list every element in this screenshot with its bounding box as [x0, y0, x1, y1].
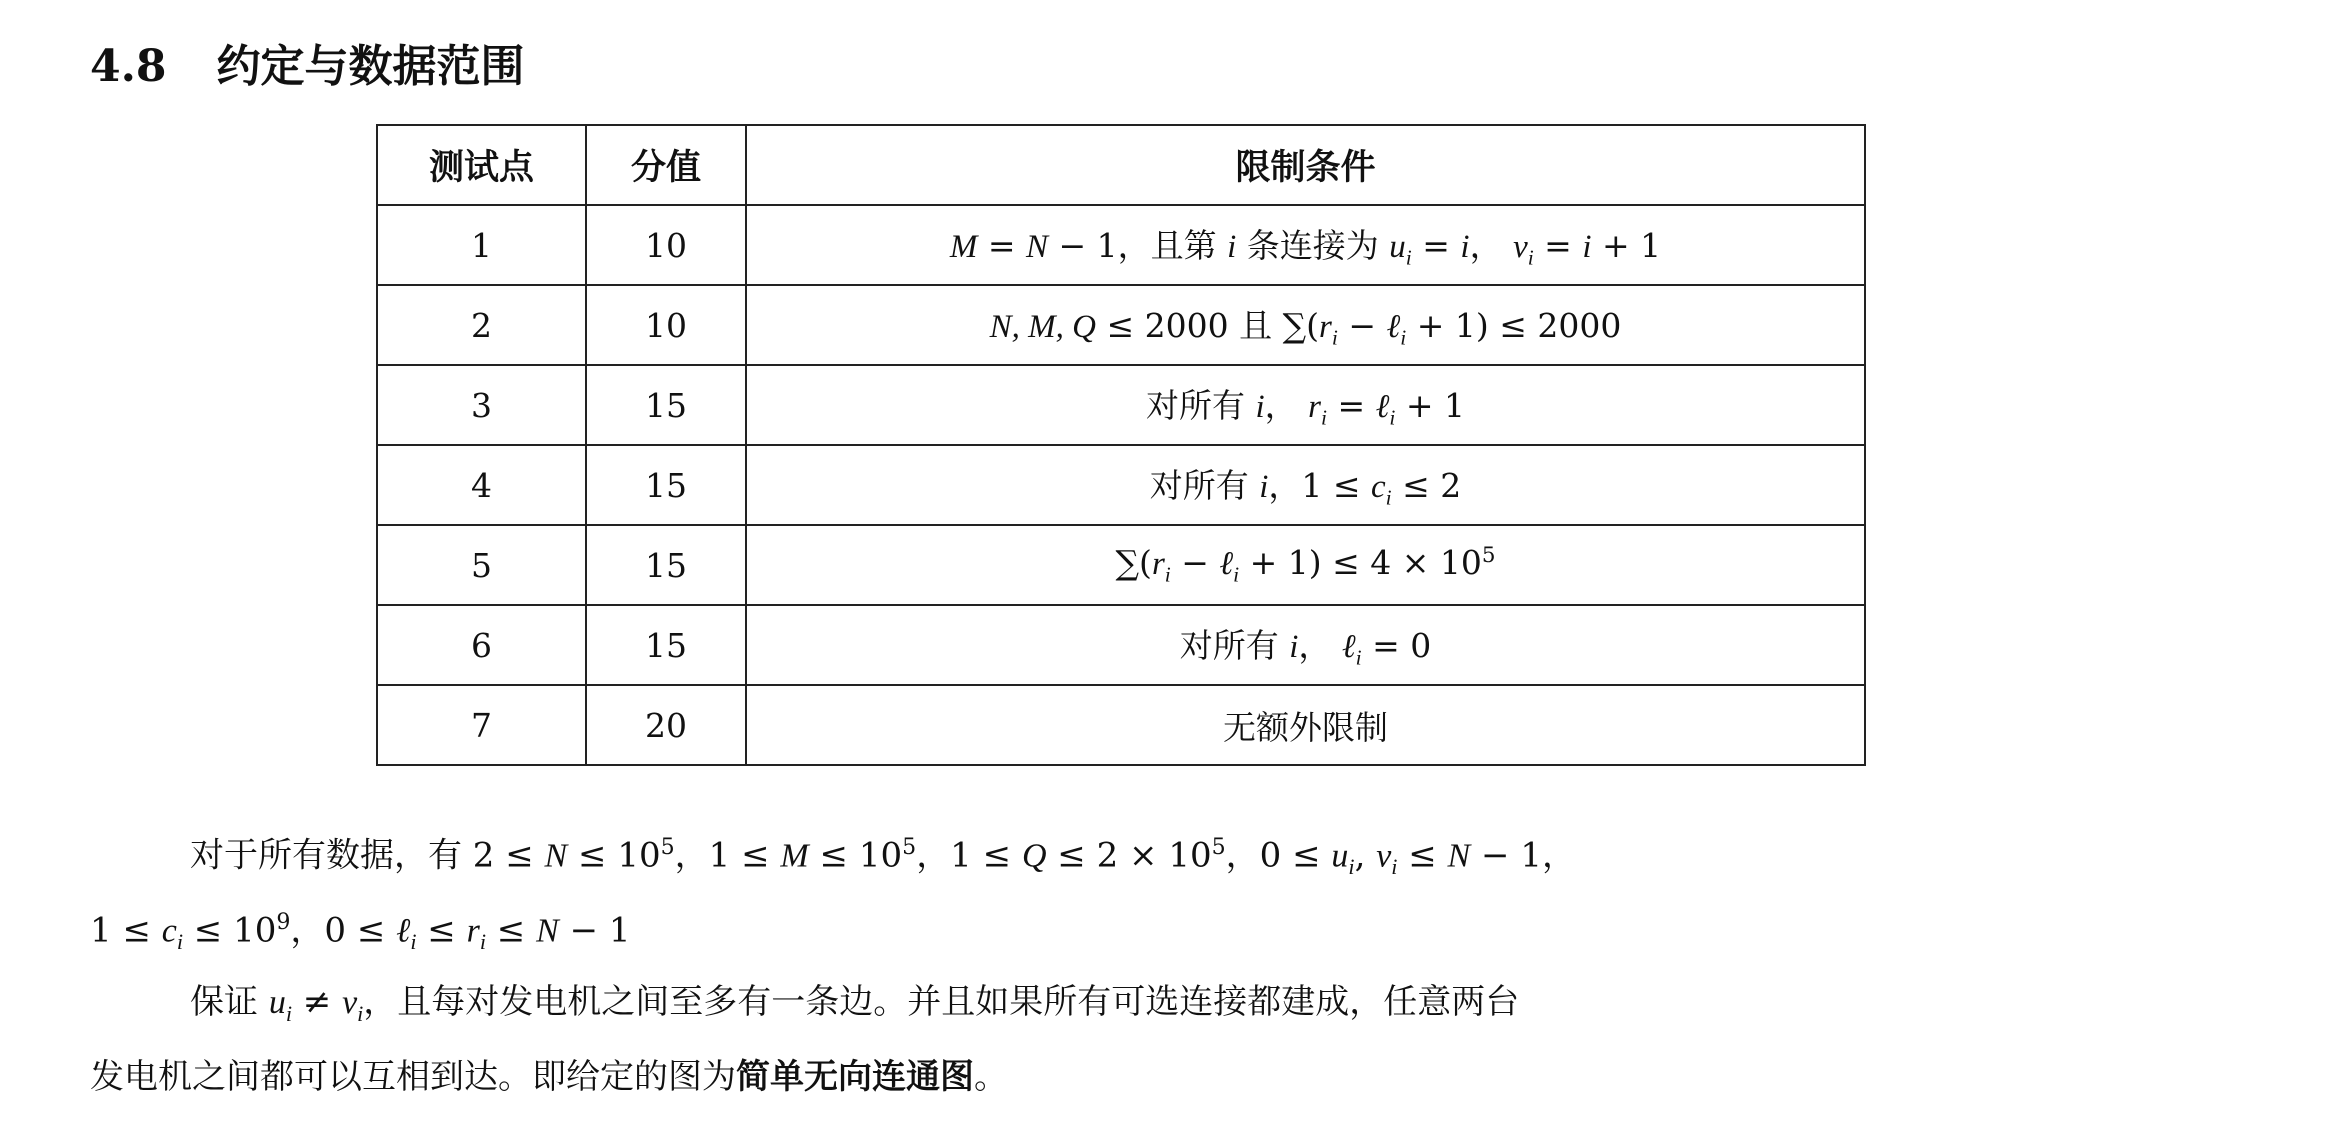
math-segment: ，1 ≤ [674, 835, 781, 876]
math-segment: 5 [902, 834, 917, 860]
math-segment: r [1308, 388, 1322, 425]
math-segment: ， [1298, 625, 1342, 665]
math-segment: 5 [1481, 542, 1496, 568]
table-row [377, 205, 1865, 285]
condition [746, 685, 1865, 765]
math-segment: i [1331, 325, 1338, 350]
math-segment: i [285, 1000, 292, 1026]
math-segment: i [1391, 854, 1398, 880]
condition [746, 525, 1865, 605]
math-segment: 9 [276, 909, 291, 935]
testcase-id: 4 [377, 445, 586, 525]
table-row [377, 685, 1865, 765]
condition [746, 605, 1865, 685]
math-segment: 对所有 [1146, 385, 1256, 425]
section-title: 约定与数据范围 [216, 41, 525, 92]
math-segment: ≤ 2000 且 ∑( [1096, 305, 1320, 345]
header-testcase: 测试点 [377, 125, 586, 205]
math-segment: v [1513, 228, 1528, 265]
math-segment: ≤ 2 × 10 [1046, 835, 1212, 876]
math-segment: ≤ [485, 910, 537, 951]
score: 10 [586, 285, 746, 365]
math-segment: i [1348, 854, 1355, 880]
score: 15 [586, 445, 746, 525]
math-segment: i [479, 929, 486, 955]
math-segment: i [1255, 388, 1265, 425]
math-segment: i [1259, 468, 1269, 505]
testcase-id: 7 [377, 685, 586, 765]
math-segment: ≤ [1397, 835, 1448, 876]
math-segment: u [1331, 837, 1349, 875]
section-heading [90, 30, 525, 94]
math-segment: + 1) ≤ 2000 [1406, 305, 1622, 345]
math-segment: 1 ≤ [90, 910, 162, 951]
math-segment: + 1 [1395, 385, 1465, 425]
math-segment: i [1227, 228, 1237, 265]
math-segment: ，1 ≤ [1268, 465, 1372, 505]
math-segment: v [342, 984, 358, 1021]
math-segment: = [1533, 225, 1583, 265]
paragraph-line [90, 1040, 1008, 1115]
math-segment: ， [1469, 225, 1514, 265]
math-segment: i [1389, 405, 1396, 430]
math-segment: − [1337, 305, 1387, 345]
math-segment: r [466, 912, 480, 950]
condition [746, 205, 1865, 285]
math-segment: N [1025, 228, 1048, 265]
math-segment: ℓ [396, 912, 411, 950]
paragraph-line [190, 965, 1519, 1051]
math-segment: − [1170, 542, 1220, 582]
table-row [377, 525, 1865, 605]
math-segment: ℓ [1375, 388, 1390, 425]
math-segment: c [1371, 468, 1386, 505]
math-segment: u [268, 984, 286, 1021]
math-segment: i [1400, 325, 1407, 350]
math-segment: i [1321, 405, 1327, 430]
math-segment: i [1582, 228, 1592, 265]
math-segment: ≤ 10 [567, 835, 661, 876]
math-segment: v [1376, 837, 1392, 875]
table-header-row [377, 125, 1865, 205]
math-segment: ℓ [1386, 308, 1401, 345]
math-segment: r [1151, 545, 1165, 582]
testcase-id: 1 [377, 205, 586, 285]
math-segment: N [1447, 837, 1471, 875]
math-segment: i [410, 929, 417, 955]
testcase-id: 5 [377, 525, 586, 605]
condition [746, 445, 1865, 525]
testcase-id: 2 [377, 285, 586, 365]
math-segment: ，且每对发电机之间至多有一条边。并且如果所有可选连接都建成，任意两台 [363, 982, 1520, 1022]
math-segment: 保证 [190, 982, 269, 1022]
testcase-id: 6 [377, 605, 586, 685]
condition [746, 365, 1865, 445]
math-segment: Q [1021, 837, 1047, 875]
header-score: 分值 [586, 125, 746, 205]
condition [746, 285, 1865, 365]
math-segment: = [1411, 225, 1461, 265]
score: 15 [586, 525, 746, 605]
math-segment: i [1233, 562, 1240, 587]
math-segment: ，0 ≤ [1225, 835, 1332, 876]
math-segment: , [1354, 835, 1377, 876]
math-segment: u [1389, 228, 1406, 265]
section-number: 4.8 [90, 41, 167, 92]
math-segment: ≤ 10 [808, 835, 903, 876]
math-segment: r [1319, 308, 1332, 345]
math-segment: N, M, Q [989, 308, 1096, 345]
math-segment: i [1355, 645, 1362, 670]
header-condition: 限制条件 [746, 125, 1865, 205]
math-segment: N [544, 837, 568, 875]
table-row [377, 285, 1865, 365]
math-segment: 5 [1211, 834, 1226, 860]
table-row [377, 365, 1865, 445]
math-segment: ≠ [291, 982, 343, 1022]
table-row [377, 605, 1865, 685]
math-segment: i [1164, 562, 1171, 587]
math-segment: ∑( [1115, 542, 1152, 582]
math-segment: 对所有 [1179, 625, 1290, 665]
math-segment: M [780, 837, 809, 875]
math-segment: = [977, 225, 1026, 265]
math-segment: − 1，且第 [1048, 225, 1228, 265]
math-segment: c [161, 912, 177, 950]
math-segment: = 0 [1361, 625, 1432, 665]
math-segment: 对于所有数据，有 2 ≤ [190, 835, 545, 876]
math-segment: i [1527, 245, 1534, 270]
math-segment: + 1 [1591, 225, 1662, 265]
math-segment: 简单无向连通图 [736, 1057, 974, 1097]
score: 15 [586, 365, 746, 445]
constraints-table [376, 124, 1866, 766]
math-segment: i [176, 929, 183, 955]
math-segment: 。 [974, 1057, 1008, 1097]
math-segment: i [1385, 485, 1392, 510]
score: 15 [586, 605, 746, 685]
math-segment: 对所有 [1149, 465, 1260, 505]
testcase-id: 3 [377, 365, 586, 445]
math-segment: ≤ 2 [1391, 465, 1462, 505]
math-segment: ，0 ≤ [290, 910, 397, 951]
math-segment: − 1 [558, 910, 631, 951]
math-segment: M [949, 228, 978, 265]
math-segment: ≤ 10 [182, 910, 277, 951]
math-segment: N [536, 912, 559, 950]
math-segment: i [1460, 228, 1470, 265]
math-segment: ≤ [416, 910, 467, 951]
math-segment: ℓ [1219, 545, 1234, 582]
math-segment: ℓ [1341, 628, 1356, 665]
math-segment: − 1， [1470, 835, 1576, 876]
math-segment: 发电机之间都可以互相到达。即给定的图为 [90, 1057, 736, 1097]
math-segment: + 1) ≤ 4 × 10 [1239, 542, 1482, 582]
math-segment: ， [1264, 385, 1309, 425]
math-segment: 无额外限制 [1223, 707, 1388, 747]
table-row [377, 445, 1865, 525]
score: 20 [586, 685, 746, 765]
math-segment: i [357, 1000, 364, 1026]
math-segment: 5 [660, 834, 675, 860]
score: 10 [586, 205, 746, 285]
math-segment: i [1289, 628, 1299, 665]
math-segment: i [1405, 245, 1412, 270]
math-segment: ，1 ≤ [916, 835, 1022, 876]
math-segment: = [1326, 385, 1376, 425]
math-segment: 条连接为 [1236, 225, 1390, 265]
